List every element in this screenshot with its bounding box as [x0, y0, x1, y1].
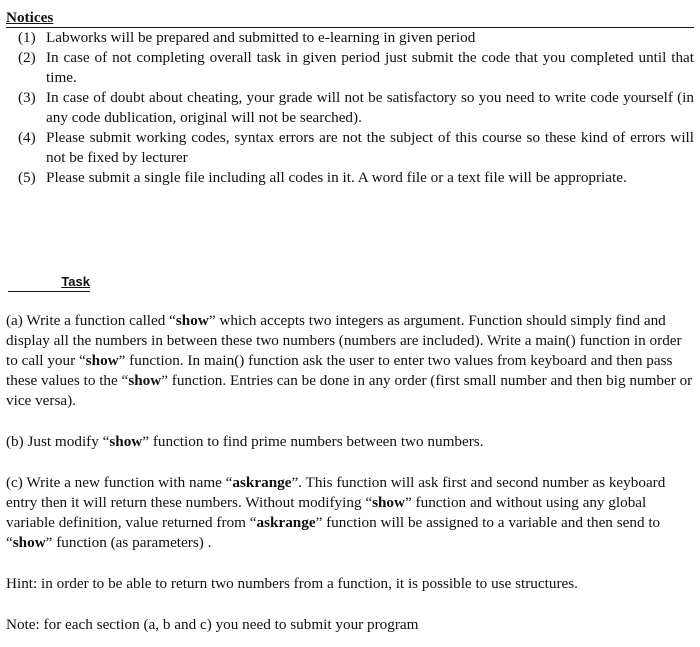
notice-item: (4) Please submit working codes, syntax errors are not the subject of this course so these kind of errors will not be fixed by lecturer: [18, 129, 694, 166]
notice-item: (3) In case of doubt about cheating, your grade will not be satisfactory so you need to write code yourself (in any code dublication, original will not be searched).: [18, 89, 694, 126]
task-hint: Hint: in order to be able to return two numbers from a function, it is possible to use structures.: [6, 575, 578, 592]
notices-section: [6, 8, 694, 188]
task-heading: Task: [8, 273, 90, 292]
task-part-b: (b) Just modify “show” function to find prime numbers between two numbers.: [6, 433, 484, 450]
notice-item: (2) In case of not completing overall task in given period just submit the code that you completed until that time.: [18, 49, 694, 86]
task-part-c: (c) Write a new function with name “askrange”. This function will ask first and second number as keyboard entry then it will return these numbers. Without modifying “show” function and without using any global variable definition, value returned from “askrange” function will be assigned to a variable and then send to “show” function (as parameters) .: [6, 474, 666, 551]
task-part-a: (a) Write a function called “show” which accepts two integers as argument. Function should simply find and display all the numbers in between these two numbers (numbers are included). Write a main() function in order to call your “show” function. In main() function ask the user to enter two values from keyboard and then pass these values to the “show” function. Entries can be done in any order (first small number and then big number or vice versa).: [6, 312, 693, 409]
task-note: Note: for each section (a, b and c) you need to submit your program: [6, 616, 419, 633]
notice-item: (1) Labworks will be prepared and submitted to e-learning in given period: [18, 29, 476, 46]
task-section: [6, 311, 694, 635]
notice-item: (5) Please submit a single file including all codes in it. A word file or a text file will be appropriate.: [18, 169, 627, 186]
notices-heading: Notices: [6, 8, 694, 28]
notices-list: [6, 28, 694, 188]
